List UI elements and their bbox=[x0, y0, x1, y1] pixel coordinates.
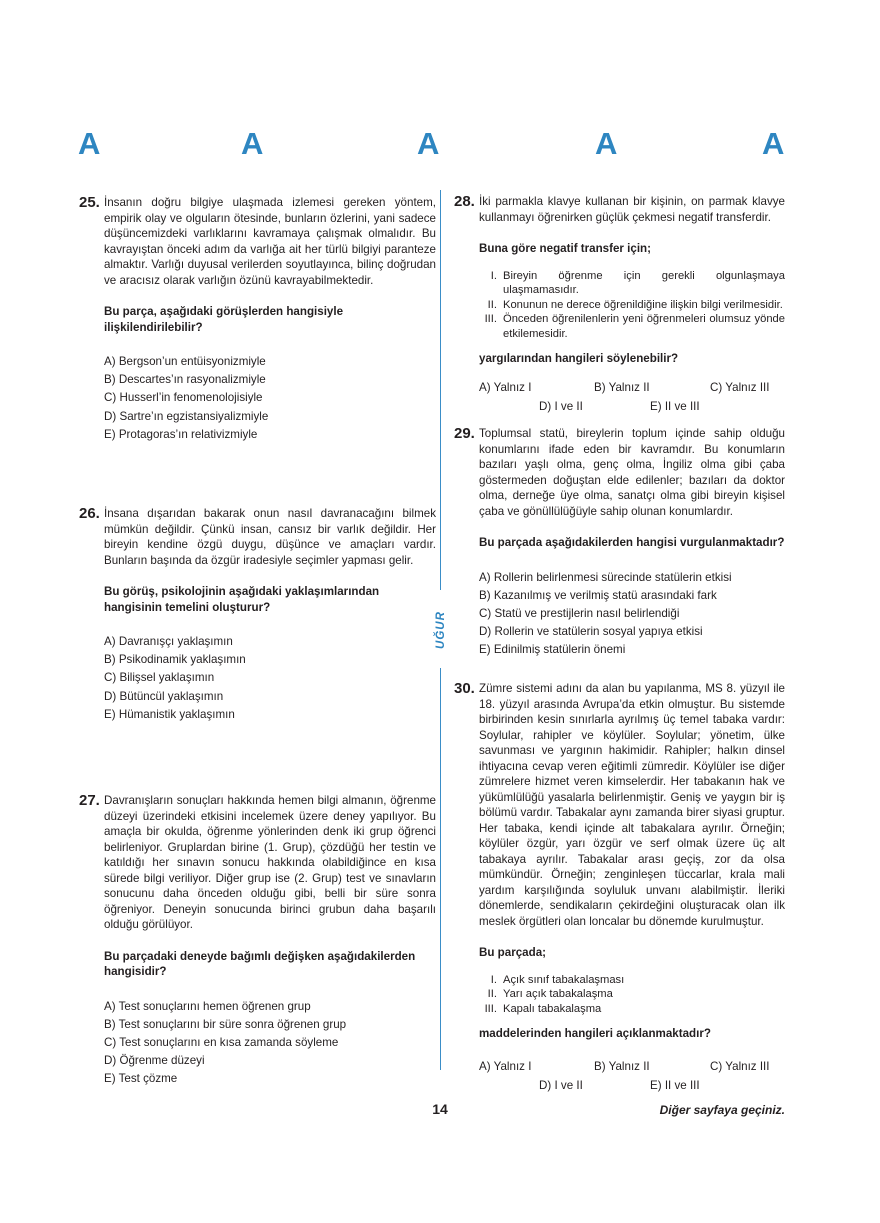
question-30 bbox=[454, 680, 785, 1100]
question-prompt-2: maddelerinden hangileri açıklanmaktadır? bbox=[479, 1027, 711, 1040]
question-number: 26. bbox=[79, 505, 100, 522]
option-e[interactable]: E) II ve III bbox=[650, 1078, 700, 1092]
statement-item bbox=[479, 298, 785, 313]
option-a[interactable]: A) Yalnız I bbox=[479, 380, 532, 394]
statement-item bbox=[479, 987, 785, 1002]
question-stem: Davranışların sonuçları hakkında hemen bilgi almanın, öğrenme düzeyi üzerindeki etkisini incelemek üzere deney yapılıyor. Bu amaçla bir okulda, öğrenme yönlerinden denk iki grup öğrenci belirleniyor. Gruplardan birine (1. Grup), çözdüğü her testin ve katıldığı her sınavın sonucu hakkında olabildiğince en kısa sürede bilgi veriliyor. Diğer grup ise (2. Grup) test ve sınavların sonucunu daha önceden olduğu gibi, belli bir süre sonra öğreniyor. Deneyin sonucunda birinci grubun daha başarılı olduğu görülüyor. bbox=[104, 794, 436, 931]
next-page-note: Diğer sayfaya geçiniz. bbox=[659, 1103, 785, 1117]
question-stem: İki parmakla klavye kullanan bir kişinin, on parmak klavye kullanmayı öğrenirken güçlük çekmesi negatif transferdir. bbox=[479, 195, 785, 224]
option-c[interactable]: C) Yalnız III bbox=[710, 1059, 770, 1073]
option-a[interactable]: A) Test sonuçlarını hemen öğrenen grup bbox=[104, 999, 311, 1013]
question-25 bbox=[79, 194, 436, 444]
option-e[interactable]: E) Edinilmiş statülerin önemi bbox=[479, 643, 626, 657]
statement-text: Açık sınıf tabakalaşması bbox=[503, 973, 625, 986]
statement-number: I. bbox=[490, 973, 497, 986]
option-b[interactable]: B) Yalnız II bbox=[594, 1059, 650, 1073]
option-c[interactable]: C) Bilişsel yaklaşımın bbox=[104, 671, 215, 685]
question-prompt: Bu parçada; bbox=[479, 946, 547, 959]
brand-label: UĞUR bbox=[435, 611, 447, 649]
options-list bbox=[104, 353, 436, 444]
option-b[interactable]: B) Kazanılmış ve verilmiş statü arasındaki fark bbox=[479, 588, 717, 602]
statement-list bbox=[479, 269, 785, 342]
question-number: 25. bbox=[79, 194, 100, 211]
statement-item bbox=[479, 269, 785, 298]
statement-text: Konunun ne derece öğrenildiğine ilişkin bilgi verilmesidir. bbox=[503, 298, 783, 311]
statement-text: Önceden öğrenilenlerin yeni öğrenmeleri olumsuz yönde etkilemesidir. bbox=[503, 313, 785, 340]
header-letter: A bbox=[417, 126, 440, 161]
header-letter: A bbox=[78, 126, 101, 161]
question-prompt: Bu parçada aşağıdakilerden hangisi vurgulanmaktadır? bbox=[479, 536, 785, 549]
option-e[interactable]: E) Test çözme bbox=[104, 1072, 178, 1086]
options-list bbox=[104, 633, 436, 724]
question-number: 28. bbox=[454, 193, 475, 210]
question-28 bbox=[454, 193, 785, 421]
header-letter: A bbox=[762, 126, 785, 161]
question-29 bbox=[454, 425, 785, 660]
column-divider bbox=[440, 668, 441, 1070]
header-letter: A bbox=[595, 126, 618, 161]
question-stem: Toplumsal statü, bireylerin toplum içinde sahip olduğu konumlarını ifade eden bir kavramdır. Bu konumların bazıları yaşlı olma, genç olma, İngiliz olma gibi çaba göstermeden doğuştan elde edilenler; bazıları da doktor olma, derneğe üye olma, sanatçı olma gibi bireyin kişisel çaba ve gönüllülüğüyle sahip olunan konumlardır. bbox=[479, 427, 785, 518]
option-d[interactable]: D) Bütüncül yaklaşımın bbox=[104, 689, 224, 703]
option-e[interactable]: E) II ve III bbox=[650, 399, 700, 413]
options-list bbox=[104, 998, 436, 1089]
question-prompt-2: yargılarından hangileri söylenebilir? bbox=[479, 352, 679, 365]
option-a[interactable]: A) Yalnız I bbox=[479, 1059, 532, 1073]
question-stem: İnsana dışarıdan bakarak onun nasıl davranacağını bilmek mümkün değildir. Çünkü insan, cansız bir varlık değildir. Her bireyin kendine özgü duygu, düşünce ve amaçları vardır. Bunların başında da özgür iradesiyle seçimler yapması gelir. bbox=[104, 507, 436, 567]
options-list bbox=[479, 569, 785, 660]
question-stem: Zümre sistemi adını da alan bu yapılanma, MS 8. yüzyıl ile 18. yüzyıl arasında Avrupa’da etkin olmuştur. Bu sistemde birbirinden kesin sınırlarla ayrılmış üç temel tabaka vardır: Soylular, rahipler ve köylüler. Soylular; yönetim, ülke savunması ve yargının hakimidir. Rahipler; halkın dinsel ihtiyacına cevap veren eğitimli zümredir. Köylüler ise diğer zümrelere hizmet veren kimselerdir. Her tabakanın hak ve yükümlülüğü yasalarla belirlenmiştir. Geniş ve yaygın bir iş bölümü vardır. Tabakalar aynı zamanda birer siyasi gruptur. Her tabaka, kendi içinde alt tabakalara ayrılır. Örneğin; köylüler özgür, yarı özgür ve serf olmak üzere üç alt tabakaya ayrılır. Tabakalar arası geçiş, zor da olsa mümkündür. Örneğin; zenginleşen tüccarlar, krala mali yardım karşılığında soyluluk unvanı alabilmiştir. İleriki dönemlerde, sendikaların çekirdeğini oluşturacak olan ilk meslek örgütleri olan loncalar bu dönemde kurulmuştur. bbox=[479, 682, 785, 928]
column-divider bbox=[440, 190, 441, 590]
statement-text: Bireyin öğrenme için gerekli olgunlaşmaya ulaşmamasıdır. bbox=[503, 269, 785, 296]
statement-list bbox=[479, 973, 785, 1017]
option-e[interactable]: E) Hümanistik yaklaşımın bbox=[104, 707, 235, 721]
option-c[interactable]: C) Test sonuçlarını en kısa zamanda söyleme bbox=[104, 1035, 339, 1049]
question-stem: İnsanın doğru bilgiye ulaşmada izlemesi gereken yöntem, empirik olay ve olguların ötesinde, bunların özlerini, yani sadece düşüncemizdeki varlıklarını kavramaya çalışmak olmalıdır. Bu kavrayıştan önceki adım da varlığa ait her türlü bilgiyi paranteze almaktır. Varlığı duyusal verilerden soyutlayınca, bilinç doğrudan ve aracısız olarak varlığın özünü kavrayabilmektedir. bbox=[104, 196, 436, 287]
option-d[interactable]: D) I ve II bbox=[539, 1078, 583, 1092]
option-d[interactable]: D) Sartre’ın egzistansiyalizmiyle bbox=[104, 409, 269, 423]
answer-key-letters bbox=[0, 126, 880, 166]
option-b[interactable]: B) Psikodinamik yaklaşımın bbox=[104, 653, 246, 667]
question-26 bbox=[79, 505, 436, 724]
question-27 bbox=[79, 792, 436, 1089]
options-grid bbox=[479, 381, 785, 421]
statement-text: Yarı açık tabakalaşma bbox=[503, 988, 613, 1000]
option-a[interactable]: A) Rollerin belirlenmesi sürecinde statülerin etkisi bbox=[479, 570, 732, 584]
question-number: 30. bbox=[454, 680, 475, 697]
option-a[interactable]: A) Bergson’un entüisyonizmiyle bbox=[104, 355, 266, 368]
options-grid bbox=[479, 1060, 785, 1100]
statement-number: II. bbox=[487, 298, 497, 311]
option-b[interactable]: B) Test sonuçlarını bir süre sonra öğrenen grup bbox=[104, 1017, 347, 1031]
statement-number: I. bbox=[490, 269, 497, 282]
option-b[interactable]: B) Yalnız II bbox=[594, 380, 650, 394]
question-prompt: Bu görüş, psikolojinin aşağıdaki yaklaşımlarından hangisinin temelini oluşturur? bbox=[104, 585, 380, 614]
statement-item bbox=[479, 312, 785, 341]
option-c[interactable]: C) Statü ve prestijlerin nasıl belirlendiği bbox=[479, 606, 680, 620]
question-number: 27. bbox=[79, 792, 100, 809]
option-c[interactable]: C) Husserl’in fenomenolojisiyle bbox=[104, 391, 263, 405]
question-prompt: Bu parçadaki deneyde bağımlı değişken aşağıdakilerden hangisidir? bbox=[104, 949, 416, 978]
option-d[interactable]: D) I ve II bbox=[539, 399, 583, 413]
option-d[interactable]: D) Rollerin ve statülerin sosyal yapıya etkisi bbox=[479, 625, 703, 639]
option-a[interactable]: A) Davranışçı yaklaşımın bbox=[104, 635, 233, 648]
option-c[interactable]: C) Yalnız III bbox=[710, 380, 770, 394]
option-d[interactable]: D) Öğrenme düzeyi bbox=[104, 1054, 205, 1068]
page-number: 14 bbox=[432, 1101, 448, 1117]
question-prompt: Bu parça, aşağıdaki görüşlerden hangisiyle ilişkilendirilebilir? bbox=[104, 305, 344, 334]
option-e[interactable]: E) Protagoras’ın relativizmiyle bbox=[104, 427, 258, 441]
statement-text: Kapalı tabakalaşma bbox=[503, 1002, 602, 1015]
statement-item bbox=[479, 973, 785, 988]
option-b[interactable]: B) Descartes’ın rasyonalizmiyle bbox=[104, 373, 266, 387]
statement-number: II. bbox=[487, 988, 497, 1000]
question-prompt: Buna göre negatif transfer için; bbox=[479, 242, 651, 255]
header-letter: A bbox=[241, 126, 264, 161]
statement-item bbox=[479, 1002, 785, 1017]
question-number: 29. bbox=[454, 425, 475, 442]
statement-number: III. bbox=[484, 313, 497, 325]
statement-number: III. bbox=[484, 1002, 497, 1015]
